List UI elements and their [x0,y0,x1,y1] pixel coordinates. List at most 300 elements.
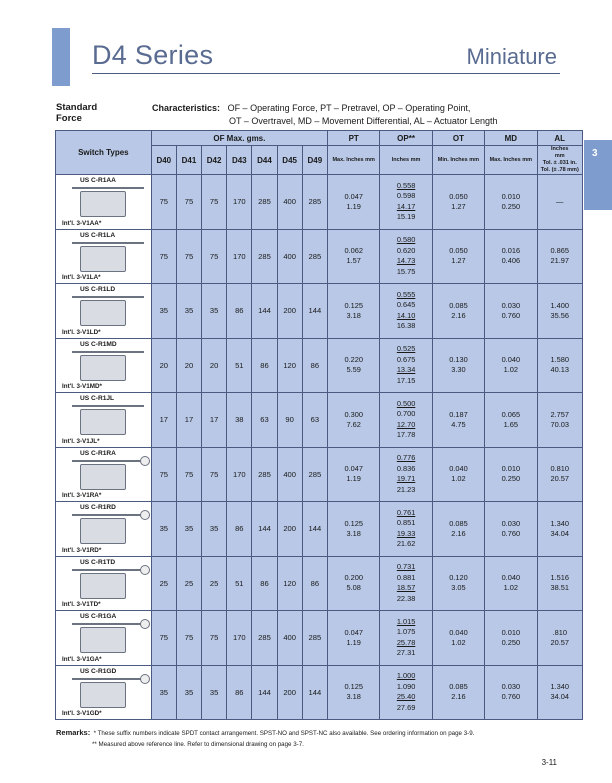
operating-force-cell: 86 [252,338,277,393]
characteristics-line1: OF – Operating Force, PT – Pretravel, OP – Operating Point, [227,103,471,113]
md-inches: 0.040 [501,573,521,583]
al-inches: .810 [552,627,567,637]
operating-force-cell: 51 [227,338,252,393]
al-mm: 34.04 [550,528,569,538]
operating-force-cell: 75 [202,175,227,230]
al-mm: 35.56 [550,310,569,320]
pretravel-mm: 5.08 [346,583,361,593]
movement-differential-cell [485,229,537,284]
us-part-number: US C-R1GA [80,613,117,620]
movement-differential-cell [485,665,537,720]
table-row [56,229,583,284]
op-mm-min: 19.33 [396,528,416,538]
pretravel-cell [328,393,380,448]
op-mm-max: 15.75 [396,266,416,276]
of-column-header: D41 [176,146,201,175]
table-row [56,502,583,557]
overtravel-inches: 0.085 [449,518,468,528]
movement-differential-cell [485,611,537,666]
op-inches-min: 0.525 [396,344,416,354]
md-mm: 0.406 [501,256,521,266]
operating-force-cell: 285 [252,447,277,502]
overtravel-cell [432,393,484,448]
actuator-lever-illustration [72,569,144,571]
op-mm-min: 19.71 [396,474,416,484]
switch-type-cell [56,175,152,230]
operating-force-cell: 86 [252,556,277,611]
movement-differential-cell [485,447,537,502]
operating-force-cell: 35 [176,502,201,557]
of-column-header: D42 [202,146,227,175]
operating-force-cell: 75 [151,447,176,502]
overtravel-inches: 0.187 [449,409,468,419]
md-mm: 1.65 [503,419,518,429]
op-mm-max: 16.38 [396,321,416,331]
ot-header: OT [432,131,484,146]
operating-force-cell: 75 [176,611,201,666]
switch-type-cell [56,338,152,393]
op-inches-min: 0.731 [396,562,416,572]
overtravel-mm: 1.27 [451,201,466,211]
operating-force-cell: 285 [252,175,277,230]
operating-force-cell: 144 [252,502,277,557]
switch-type-cell [56,447,152,502]
al-inches: 1.580 [550,355,569,365]
overtravel-cell [432,175,484,230]
operating-force-cell: 86 [302,338,327,393]
op-inches-max: 1.075 [396,627,416,637]
movement-differential-cell [485,556,537,611]
operating-force-cell: 144 [252,284,277,339]
operating-force-cell: 17 [202,393,227,448]
operating-force-cell: 200 [277,502,302,557]
operating-force-cell: 25 [202,556,227,611]
overtravel-mm: 2.16 [451,528,466,538]
switch-type-cell [56,502,152,557]
operating-force-cell: 144 [302,665,327,720]
op-inches-min: 0.776 [396,453,416,463]
overtravel-mm: 2.16 [451,310,466,320]
op-inches-min: 1.015 [396,616,416,626]
operating-force-cell: 86 [227,284,252,339]
of-column-header: D44 [252,146,277,175]
actuator-lever-illustration [72,187,144,189]
operating-force-cell: 285 [302,611,327,666]
md-inches: 0.010 [501,627,521,637]
op-mm-min: 14.73 [396,256,416,266]
remarks-line1: * These suffix numbers indicate SPDT contact arrangement. SPST-NO and SPST-NC also available. See ordering information on page 3-9. [93,730,475,737]
md-mm: 0.760 [501,310,521,320]
op-mm-min: 25.40 [396,692,416,702]
al-units-line: Inches [551,146,569,152]
overtravel-mm: 3.30 [451,365,466,375]
remarks [56,727,474,750]
op-mm-min: 14.17 [396,201,416,211]
operating-point-cell [380,665,432,720]
overtravel-inches: 0.085 [449,300,468,310]
switch-illustration [80,627,126,653]
pretravel-cell [328,338,380,393]
pretravel-inches: 0.047 [344,627,363,637]
op-mm-max: 27.31 [396,648,416,658]
pretravel-mm: 1.19 [346,201,361,211]
al-mm: 38.51 [550,583,569,593]
actuator-length-cell [537,393,583,448]
overtravel-mm: 1.02 [451,474,466,484]
operating-point-cell [380,447,432,502]
operating-force-cell: 75 [176,229,201,284]
operating-force-cell: 144 [302,502,327,557]
md-inches: 0.030 [501,300,521,310]
us-part-number: US C-R1LA [80,231,116,239]
operating-force-cell: 25 [151,556,176,611]
operating-point-cell [380,556,432,611]
movement-differential-cell [485,393,537,448]
pretravel-cell [328,229,380,284]
al-mm: 40.13 [550,365,569,375]
page-subtitle: Miniature [466,44,557,69]
intl-part-number: Int'l. 3-V1GD* [62,710,102,717]
header-accent-bar [52,28,70,86]
op-inches-max: 0.675 [396,354,416,364]
roller-illustration [140,565,150,575]
md-inches: 0.065 [501,409,521,419]
section-tab-label: 3 [592,148,598,159]
movement-differential-cell [485,338,537,393]
actuator-lever-illustration [72,351,144,353]
switch-illustration [80,409,126,435]
table-row [56,284,583,339]
section-label [56,102,97,124]
overtravel-cell [432,611,484,666]
operating-force-cell: 75 [151,611,176,666]
operating-point-cell [380,229,432,284]
overtravel-cell [432,338,484,393]
operating-force-cell: 144 [302,284,327,339]
switch-illustration [80,300,126,326]
overtravel-cell [432,447,484,502]
md-header: MD [485,131,537,146]
md-mm: 0.250 [501,474,521,484]
op-mm-max: 17.15 [396,375,416,385]
op-inches-min: 0.500 [396,398,416,408]
overtravel-inches: 0.050 [449,191,468,201]
al-units-line: Tol. ± .031 in. [542,160,577,166]
operating-force-cell: 35 [151,284,176,339]
table-row [56,393,583,448]
actuator-lever-illustration [72,460,144,462]
overtravel-cell [432,502,484,557]
switch-type-cell [56,284,152,339]
characteristics-label: Characteristics: [152,103,221,113]
switch-illustration [80,573,126,599]
op-inches-min: 0.761 [396,507,416,517]
pretravel-inches: 0.300 [344,409,363,419]
operating-force-cell: 400 [277,447,302,502]
op-mm-min: 14.10 [396,310,416,320]
operating-force-cell: 170 [227,611,252,666]
actuator-length-cell [537,229,583,284]
actuator-length-cell [537,175,583,230]
al-units-line: Tol. (± .78 mm) [540,167,579,173]
al-inches: 1.516 [550,573,569,583]
pretravel-mm: 5.59 [346,365,361,375]
overtravel-inches: 0.050 [449,246,468,256]
al-inches: 0.865 [550,246,569,256]
pretravel-inches: 0.220 [344,355,363,365]
intl-part-number: Int'l. 3-V1AA* [62,219,102,227]
op-mm-max: 21.62 [396,539,416,549]
pretravel-inches: 0.125 [344,682,363,692]
characteristics-line2: OT – Overtravel, MD – Movement Differential, AL – Actuator Length [229,116,498,126]
of-header: OF Max. gms. [151,131,327,146]
operating-point-cell [380,284,432,339]
section-label-line2: Force [56,113,82,124]
operating-force-cell: 38 [227,393,252,448]
al-mm: 20.57 [550,474,569,484]
actuator-length-cell [537,338,583,393]
operating-force-cell: 75 [202,229,227,284]
actuator-lever-illustration [72,514,144,516]
al-units [537,146,583,175]
al-inches: 2.757 [550,409,569,419]
pretravel-mm: 7.62 [346,419,361,429]
overtravel-inches: 0.040 [449,464,468,474]
us-part-number: US C-R1MD [80,340,117,348]
switch-type-cell [56,556,152,611]
us-part-number: US C-R1GD [80,667,117,675]
pretravel-cell [328,556,380,611]
op-header: OP** [380,131,432,146]
operating-point-cell [380,338,432,393]
ot-units: Min. Inches mm [432,146,484,175]
op-mm-min: 18.57 [396,583,416,593]
operating-force-cell: 285 [302,229,327,284]
operating-point-cell [380,611,432,666]
overtravel-inches: 0.120 [449,573,468,583]
operating-force-cell: 200 [277,665,302,720]
op-mm-max: 22.38 [396,593,416,603]
pretravel-mm: 3.18 [346,528,361,538]
operating-force-cell: 17 [176,393,201,448]
operating-force-cell: 35 [176,284,201,339]
op-inches-max: 0.598 [396,191,416,201]
us-part-number: US C-R1AA [80,177,116,184]
actuator-length-cell [537,502,583,557]
operating-force-cell: 120 [277,556,302,611]
op-mm-max: 21.23 [396,484,416,494]
operating-force-cell: 120 [277,338,302,393]
overtravel-mm: 2.16 [451,692,466,702]
overtravel-cell [432,229,484,284]
intl-part-number: Int'l. 3-V1LD* [62,328,101,336]
op-inches-max: 0.881 [396,572,416,582]
op-mm-min: 13.34 [396,365,416,375]
md-mm: 0.760 [501,528,521,538]
op-inches-max: 0.700 [396,409,416,419]
al-inches: — [556,196,564,206]
operating-force-cell: 20 [151,338,176,393]
op-mm-min: 25.78 [396,637,416,647]
switch-illustration [80,246,126,272]
operating-force-cell: 400 [277,611,302,666]
operating-force-cell: 86 [227,665,252,720]
pt-units: Max. Inches mm [328,146,380,175]
op-mm-max: 27.69 [396,702,416,712]
md-inches: 0.040 [501,355,521,365]
actuator-length-cell [537,611,583,666]
operating-force-cell: 75 [151,229,176,284]
md-mm: 0.250 [501,201,521,211]
table-row [56,447,583,502]
roller-illustration [140,456,150,466]
pretravel-inches: 0.047 [344,464,363,474]
roller-illustration [140,674,150,684]
md-inches: 0.016 [501,246,521,256]
pretravel-cell [328,502,380,557]
md-mm: 1.02 [503,365,518,375]
roller-illustration [140,510,150,520]
switch-types-header: Switch Types [56,131,152,175]
op-inches-max: 0.836 [396,463,416,473]
movement-differential-cell [485,284,537,339]
operating-force-cell: 75 [151,175,176,230]
op-inches-max: 0.620 [396,245,416,255]
al-mm: 21.97 [550,256,569,266]
us-part-number: US C-R1RA [80,449,116,457]
actuator-lever-illustration [72,296,144,298]
operating-force-cell: 400 [277,175,302,230]
pretravel-mm: 1.57 [346,256,361,266]
intl-part-number: Int'l. 3-V1LA* [62,274,101,281]
operating-force-cell: 35 [202,502,227,557]
actuator-lever-illustration [72,242,144,244]
actuator-length-cell [537,284,583,339]
md-mm: 0.250 [501,637,521,647]
overtravel-inches: 0.040 [449,627,468,637]
actuator-length-cell [537,556,583,611]
switch-illustration [80,464,126,490]
op-inches-min: 0.580 [396,235,416,245]
operating-force-cell: 86 [227,502,252,557]
us-part-number: US C-R1LD [80,286,116,293]
remarks-line2: ** Measured above reference line. Refer to dimensional drawing on page 3-7. [92,741,304,748]
switch-illustration [80,518,126,544]
pretravel-cell [328,447,380,502]
operating-force-cell: 285 [252,611,277,666]
specification-table [55,130,583,720]
characteristics-legend [152,102,497,128]
intl-part-number: Int'l. 3-V1RD* [62,546,102,554]
us-part-number: US C-R1RD [80,504,116,511]
md-inches: 0.010 [501,464,521,474]
operating-force-cell: 285 [252,229,277,284]
al-inches: 0.810 [550,464,569,474]
switch-type-cell [56,393,152,448]
md-inches: 0.030 [501,518,521,528]
md-inches: 0.010 [501,191,521,201]
operating-force-cell: 200 [277,284,302,339]
operating-force-cell: 63 [302,393,327,448]
operating-force-cell: 170 [227,447,252,502]
overtravel-cell [432,284,484,339]
op-mm-max: 15.19 [396,212,416,222]
operating-force-cell: 75 [176,447,201,502]
pretravel-cell [328,284,380,339]
operating-point-cell [380,175,432,230]
pretravel-inches: 0.125 [344,300,363,310]
operating-force-cell: 285 [302,175,327,230]
overtravel-mm: 3.05 [451,583,466,593]
pretravel-inches: 0.200 [344,573,363,583]
op-inches-max: 0.645 [396,300,416,310]
al-units-line: mm [554,153,565,159]
remarks-label: Remarks: [56,728,91,737]
md-units: Max. Inches mm [485,146,537,175]
intl-part-number: Int'l. 3-V1TD* [62,601,101,608]
switch-type-cell [56,665,152,720]
overtravel-inches: 0.085 [449,682,468,692]
operating-force-cell: 51 [227,556,252,611]
al-mm: 70.03 [550,419,569,429]
operating-force-cell: 35 [151,665,176,720]
pretravel-inches: 0.047 [344,191,363,201]
overtravel-inches: 0.130 [449,355,468,365]
switch-illustration [80,191,126,217]
op-inches-max: 0.851 [396,518,416,528]
table-row [56,556,583,611]
table-row [56,611,583,666]
intl-part-number: Int'l. 3-V1GA* [62,655,102,663]
md-inches: 0.030 [501,682,521,692]
pretravel-cell [328,665,380,720]
md-mm: 0.760 [501,692,521,702]
operating-force-cell: 20 [202,338,227,393]
switch-type-cell [56,229,152,284]
operating-point-cell [380,393,432,448]
al-mm: 34.04 [550,692,569,702]
switch-illustration [80,682,126,708]
pretravel-inches: 0.125 [344,518,363,528]
operating-force-cell: 35 [202,284,227,339]
pretravel-mm: 1.19 [346,637,361,647]
pretravel-mm: 3.18 [346,692,361,702]
intl-part-number: Int'l. 3-V1MD* [62,383,102,390]
header-rule [92,73,560,74]
overtravel-mm: 1.27 [451,256,466,266]
op-mm-min: 12.70 [396,419,416,429]
op-inches-min: 0.555 [396,289,416,299]
pretravel-mm: 1.19 [346,474,361,484]
actuator-length-cell [537,665,583,720]
page-number: 3-11 [541,758,557,767]
operating-force-cell: 170 [227,175,252,230]
us-part-number: US C-R1JL [80,395,115,402]
of-column-header: D43 [227,146,252,175]
operating-force-cell: 75 [176,175,201,230]
op-inches-max: 1.090 [396,681,416,691]
operating-force-cell: 63 [252,393,277,448]
actuator-length-cell [537,447,583,502]
al-mm: 20.57 [550,637,569,647]
of-column-header: D49 [302,146,327,175]
movement-differential-cell [485,175,537,230]
actuator-lever-illustration [72,623,144,625]
operating-force-cell: 90 [277,393,302,448]
al-inches: 1.340 [550,518,569,528]
intl-part-number: Int'l. 3-V1RA* [62,492,102,499]
pt-header: PT [328,131,380,146]
